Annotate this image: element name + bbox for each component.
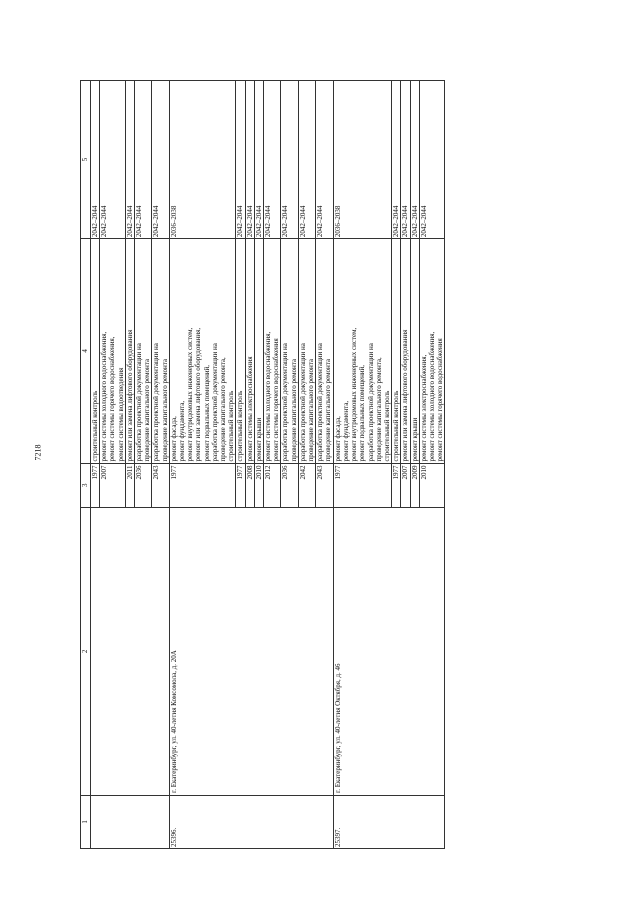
work-line: ремонт внутридомовых инженерных систем, <box>350 327 359 462</box>
work-line: разработка проектной документации на <box>366 343 375 462</box>
work-cell <box>91 239 100 463</box>
period-cell: 2042–2044 <box>401 81 410 239</box>
header-col-2: 2 <box>81 507 91 795</box>
period-cell: 2042–2044 <box>298 81 315 239</box>
work-line: разработка проектной документации на <box>281 343 290 462</box>
work-cell <box>245 239 254 463</box>
work-cell <box>410 239 419 463</box>
work-line: ремонт подвальных помещений, <box>202 364 211 462</box>
period-cell: 2042–2044 <box>152 81 169 239</box>
work-line: строительный контроль <box>227 390 236 462</box>
period-cell: 2036–2038 <box>333 81 391 239</box>
work-line: строительный контроль <box>382 390 391 462</box>
work-line: ремонт фундамента, <box>178 400 187 462</box>
building-number: 25397. <box>333 795 445 848</box>
work-cell <box>333 239 391 463</box>
work-cell <box>401 239 410 463</box>
work-line: ремонт системы холодного водоснабжения, <box>100 331 109 462</box>
work-line: проведение капитального ремонта, <box>374 357 383 462</box>
period-cell: 2042–2044 <box>281 81 298 239</box>
work-line: строительный контроль <box>91 390 99 462</box>
work-line: проведение капитального ремонта, <box>219 357 228 462</box>
work-line: разработка проектной документации на <box>210 343 219 462</box>
building-number: 25396. <box>169 795 333 848</box>
work-line: проведение капитального ремонта <box>160 358 169 462</box>
year-cell: 1977 <box>236 463 245 507</box>
rotated-table-container <box>80 80 600 849</box>
work-line: ремонт системы электроснабжения <box>245 356 254 462</box>
building-number <box>91 795 170 848</box>
work-line: проведение капитального ремонта <box>324 358 333 462</box>
header-col-4: 4 <box>81 239 91 463</box>
work-cell <box>236 239 245 463</box>
work-cell <box>298 239 315 463</box>
work-cell <box>152 239 169 463</box>
year-cell: 1977 <box>91 463 100 507</box>
work-line: строительный контроль <box>236 390 245 462</box>
work-line: строительный контроль <box>392 390 401 462</box>
work-line: ремонт или замена лифтового оборудования <box>125 329 134 462</box>
period-cell: 2042–2044 <box>316 81 333 239</box>
work-cell <box>392 239 401 463</box>
work-cell <box>281 239 298 463</box>
year-cell: 2008 <box>245 463 254 507</box>
work-line: разработка проектной документации на <box>152 343 161 462</box>
year-cell: 2010 <box>419 463 445 507</box>
year-cell: 2009 <box>410 463 419 507</box>
period-cell: 2042–2044 <box>419 81 445 239</box>
work-line: ремонт системы электроснабжения, <box>419 354 428 462</box>
header-col-3: 3 <box>81 463 91 507</box>
work-cell <box>135 239 152 463</box>
work-cell <box>419 239 445 463</box>
page-number-container <box>30 0 46 905</box>
year-cell: 2042 <box>298 463 315 507</box>
period-cell: 2036–2038 <box>169 81 236 239</box>
header-row <box>81 81 91 849</box>
header-col-1: 1 <box>81 795 91 848</box>
year-cell: 1977 <box>333 463 391 507</box>
period-cell: 2042–2044 <box>125 81 134 239</box>
work-line: ремонт фасада, <box>333 416 342 462</box>
period-cell: 2042–2044 <box>91 81 100 239</box>
period-cell: 2042–2044 <box>254 81 263 239</box>
work-cell <box>316 239 333 463</box>
year-cell: 1977 <box>392 463 401 507</box>
work-line: ремонт крыши <box>254 417 263 462</box>
work-line: ремонт системы горячего водоснабжения <box>272 338 281 462</box>
year-cell: 2036 <box>281 463 298 507</box>
building-address: г. Екатеринбург, ул. 40-летия Октября, д. 46 <box>333 507 445 795</box>
work-line: ремонт или замена лифтового оборудования <box>401 329 410 462</box>
work-line: разработка проектной документации на <box>316 343 325 462</box>
period-cell: 2042–2044 <box>135 81 152 239</box>
work-line: ремонт подвальных помещений, <box>358 364 367 462</box>
work-line: разработка проектной документации на <box>135 343 144 462</box>
period-cell: 2042–2044 <box>264 81 281 239</box>
year-cell: 2012 <box>264 463 281 507</box>
period-cell: 2042–2044 <box>236 81 245 239</box>
building-address: г. Екатеринбург, ул. 40-летия Комсомола, д. 20А <box>169 507 333 795</box>
work-line: ремонт крыши <box>410 417 419 462</box>
year-cell: 2007 <box>401 463 410 507</box>
work-line: ремонт внутридомовых инженерных систем, <box>186 327 195 462</box>
table-body <box>91 81 445 849</box>
repair-schedule-table <box>80 80 445 849</box>
work-line: ремонт системы горячего водоснабжения, <box>108 336 117 462</box>
table-row <box>333 81 391 849</box>
period-cell: 2042–2044 <box>245 81 254 239</box>
table-row <box>169 81 236 849</box>
period-cell: 2042–2044 <box>392 81 401 239</box>
work-line: ремонт фундамента, <box>341 400 350 462</box>
year-cell: 2036 <box>135 463 152 507</box>
work-cell <box>100 239 126 463</box>
work-cell <box>264 239 281 463</box>
work-line: проведение капитального ремонта <box>289 358 298 462</box>
work-line: ремонт системы холодного водоснабжения, <box>264 331 273 462</box>
work-cell <box>254 239 263 463</box>
work-line: ремонт системы холодного водоснабжения, <box>427 331 436 462</box>
work-line: разработка проектной документации на <box>298 343 307 462</box>
year-cell: 2007 <box>100 463 126 507</box>
building-address <box>91 507 170 795</box>
year-cell: 1977 <box>169 463 236 507</box>
work-line: ремонт системы горячего водоснабжения <box>436 338 445 462</box>
year-cell: 2011 <box>125 463 134 507</box>
work-line: ремонт фасада, <box>169 416 178 462</box>
page-number: 7218 <box>33 444 43 461</box>
period-cell: 2042–2044 <box>100 81 126 239</box>
work-line: ремонт или замена лифтового оборудования, <box>194 327 203 462</box>
year-cell: 2043 <box>316 463 333 507</box>
header-col-5: 5 <box>81 81 91 239</box>
table-row <box>91 81 100 849</box>
work-line: ремонт системы водоотведения <box>116 367 125 462</box>
work-cell <box>125 239 134 463</box>
period-cell: 2042–2044 <box>410 81 419 239</box>
work-line: проведение капитального ремонта <box>143 358 152 462</box>
work-cell <box>169 239 236 463</box>
year-cell: 2010 <box>254 463 263 507</box>
year-cell: 2043 <box>152 463 169 507</box>
work-line: проведение капитального ремонта <box>307 358 316 462</box>
